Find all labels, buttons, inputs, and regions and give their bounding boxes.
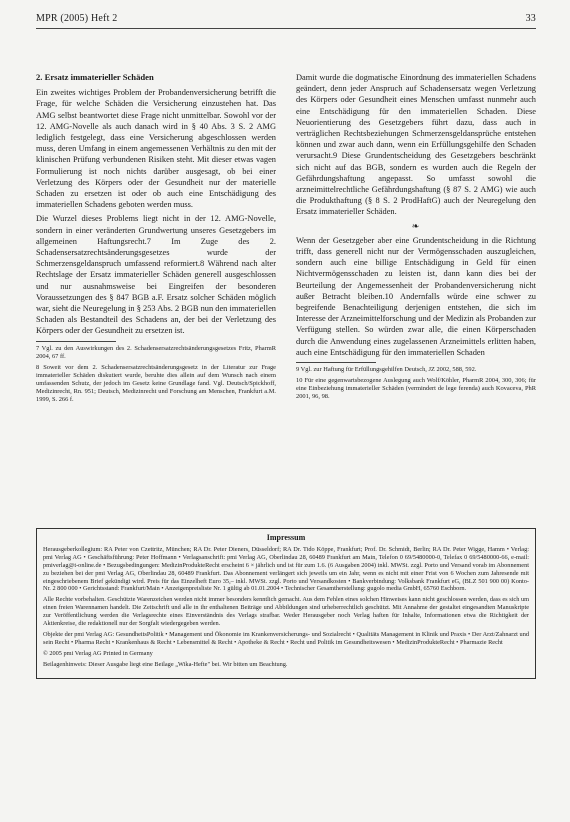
footnote: 7 Vgl. zu den Auswirkungen des 2. Schadensersatzrechtsänderungsgesetzes Fritz, PharmR 2004, 67 ff. bbox=[36, 344, 276, 360]
body-paragraph: Damit wurde die dogmatische Einordnung des immateriellen Schadens geändert, denn jeder Anspruch auf Schadensersatz wegen Verletzung des Körpers oder Gesundheit eines Menschen umfasst nunmehr auch eine Entschädigung für den immateriellen Schaden. Diese Neuorientierung des Gesetzgebers führt dazu, dass auch in verträglichen Rechtsbeziehungen Schmerzensgeldansprüche entstehen können und zwar auch dann, wenn ein Erfüllungsgehilfe den Schaden verursacht.9 Diese Grundentscheidung des Gesetzgebers beschränkt sich nicht auf das BGB, sondern es wurden auch die Regeln der Gefährdungshaftung angepasst. So umfasst sowohl die arzneimittelrechtliche Gefährdungshaftung (§ 87 S. 2 AMG) wie auch die Produkthaftung (§ 8 S. 2 ProdHaftG) auch der Neuregelung den Ersatz immaterieller Schäden. bbox=[296, 73, 536, 217]
impressum-paragraph: Beilagenhinweis: Dieser Ausgabe liegt eine Beilage „Wika-Hefte" bei. Wir bitten um Beachtung. bbox=[43, 660, 288, 668]
journal-issue: MPR (2005) Heft 2 bbox=[36, 13, 118, 24]
impressum-paragraph: Alle Rechte vorbehalten. Geschützte Warenzeichen werden nicht immer besonders kenntlich gemacht. Aus dem Fehlen eines solchen Hinweises kann nicht geschlossen werden, dass es sich um einen freien Warennamen handelt. Die Zeitschrift und alle in ihr enthaltenen Beiträge und Abbildungen sind urheberrechtlich geschützt. Mit Annahme der gestaltet eingesandten Manuskripte zur Veröffentlichung werden die Verlagsrechte eines Einverständnis des Verlags strafbar. Weder Herausgeber noch Verlag haften für Inhalte, Informationen etwa die Richtigkeit der Aktienkreise, die redaktionell nur der Sorgfalt wiedergegeben werden. bbox=[43, 596, 529, 628]
body-paragraph: Ein zweites wichtiges Problem der Probandenversicherung betrifft die Frage, für welche Schäden die Versicherung einzustehen hat. Das AMG selbst beantwortet diese Frage nicht unmittelbar. Sowohl vor der 12. AMG-Novelle als auch danach wird in § 40 Abs. 3 S. 2 AMG lediglich festgelegt, dass eine Versicherung abgeschlossen werden muss, deren Umfang in einem angemessenen Verhältnis zu den mit der klinischen Prüfung verbundenen Risiken steht. Mit dieser etwas vagen Formulierung ist noch nichts darüber ausgesagt, ob bei einer Verletzung des Körpers oder der Gesundheit nur der materielle Schaden zu ersetzen ist oder ob auch eine Entschädigung des immateriellen Schadens geboten werden muss. bbox=[36, 88, 276, 210]
left-column bbox=[36, 72, 276, 407]
footnote-rule bbox=[36, 341, 116, 342]
header-rule bbox=[36, 28, 536, 29]
impressum-title: Impressum bbox=[266, 533, 306, 542]
section-title: 2. Ersatz immaterieller Schäden bbox=[36, 72, 154, 82]
footnote: 10 Für eine gegenwartsbezogene Auslegung auch Wolf/Köhler, PharmR 2004, 300, 306; für eine Einbeziehung immaterieller Schäden (vermindert de lege ferenda) auch Kovaceva, PhR 2001, 96, 98. bbox=[296, 377, 536, 401]
footnote: 9 Vgl. zur Haftung für Erfüllungsgehilfen Deutsch, JZ 2002, 588, 592. bbox=[296, 366, 477, 374]
footnote: 8 Soweit vor dem 2. Schadensersatzrechtsänderungsgesetz in der Literatur zur Frage immaterieller Schäden diskutiert wurde, beruhte dies allein auf dem Wunsch nach einem umfassenden Schutz, der jedoch im Gesetz keine Grundlage fand. Vgl. Deutsch/Spickhoff, Medizinrecht, Rn. 951; Deutsch, Medizinrecht und Forschung am Menschen, Frankfurt a.M. 1999, S. 266 f. bbox=[36, 363, 276, 403]
impressum-box bbox=[36, 528, 536, 679]
impressum-paragraph: © 2005 pmi Verlag AG Printed in Germany bbox=[43, 649, 153, 657]
body-paragraph: Die Wurzel dieses Problems liegt nicht in der 12. AMG-Novelle, sondern in einer veränderten Grundwertung unseres Gesetzgebers im allgemeinen Haftungsrecht.7 Im Zuge des 2. Schadensersatzrechtsänderungsgesetzes wurde der Schmerzensgeldanspruch umfassend reformiert.8 Während nach alter Rechtslage der Ersatz immaterieller Schäden generell ausgeschlossen und nur ausnahmsweise bei Eingreifen der besonderen Voraussetzungen des § 847 BGB a.F. Ersatz solcher Schäden möglich war, sieht die Neuregelung in § 253 Abs. 2 BGB nun den immateriellen Schaden als Bestandteil des Schadens an, der bei der Verletzung des Körpers oder der Gesundheit zu ersetzen ist. bbox=[36, 214, 276, 336]
impressum-paragraph: Objekte der pmi Verlag AG: GesundheitsPolitik • Management und Ökonomie im Krankenversicherungs- und Sozialrecht • Qualitäts Management in Klinik und Praxis • Der Arzt/Zahnarzt und sein Recht • Pharma Recht • Krankenhaus & Recht • Lebensmittel & Recht • Apotheke & Recht • Recht und Politik im Gesundheitswesen • MedizinProdukteRecht • Pharmazie Recht bbox=[43, 630, 529, 646]
running-head bbox=[36, 13, 536, 24]
footnote-rule bbox=[296, 362, 376, 363]
impressum-paragraph: Herausgeberkollegium: RA Peter von Czettritz, München; RA Dr. Peter Dieners, Düsseldorf; RA Dr. Tido Köppe, Frankfurt; Prof. Dr. Schmidt, Berlin; RA Dr. Peter Wigge, Hamm • Verlag: pmi Verlag AG • Geschäftsführung: Peter Hoffmann • Verlagsanschrift: pmi Verlag AG, Oberlindau 28, 60489 Frankfurt am Main, Telefon 0 69/5480000-0, Telefax 0 69/5480000-66, e-mail: pmiverlag@t-online.de • Bezugsbedingungen: MedizinProdukteRecht erscheint 6 × jährlich und ist für zum 1.6. (6 Ausgaben 2004) inkl. MWSt. zzgl. Porto und Versand vorab im Abonnement zu beziehen bei der pmi Verlag AG, Oberlindau 28, 60489 Frankfurt. Das Abonnement verlängert sich jeweils um ein Jahr, wenn es nicht mit einer Frist von 6 Wochen zum Jahresende mit eingeschriebenem Brief gekündigt wird. Preis für das Einzelheft Euro 35,– inkl. MWSt. zzgl. Porto und Versandkosten • Bankverbindung: Volksbank Frankfurt eG, (BLZ 501 900 00) Konto-Nr. 2 800 000 • Gerichtsstand: Frankfurt/Main • Anzeigenpreisliste Nr. 1 gültig ab 01.01.2004 • Technischer Gesamtherstellung: gugolo media GmbH, 65760 Eschborn. bbox=[43, 545, 529, 593]
right-column bbox=[296, 72, 536, 404]
page-number: 33 bbox=[525, 13, 536, 24]
section-ornament: ❧ bbox=[411, 220, 421, 231]
body-paragraph: Wenn der Gesetzgeber aber eine Grundentscheidung in die Richtung trifft, dass generell nicht nur der Vermögensschaden auszugleichen, sondern auch eine billige Entschädigung in Geld für einen Nichtvermögensschaden zu leisten ist, dann kann dies bei der Beurteilung der Angemessenheit der Probandenversicherung nicht außer Betracht bleiben.10 Andernfalls würde eine schwer zu begreifende Benachteiligung derjenigen entstehen, die sich im Interesse der Arzneimittelforschung und der Medizin als Probanden zur Verfügung stellen. So würden zwar alle, die einen Körperschaden durch die Anwendung eines zugelassenen Arzneimittels erlitten haben, auch eine Entschädigung für den immateriellen Schaden bbox=[296, 235, 536, 357]
